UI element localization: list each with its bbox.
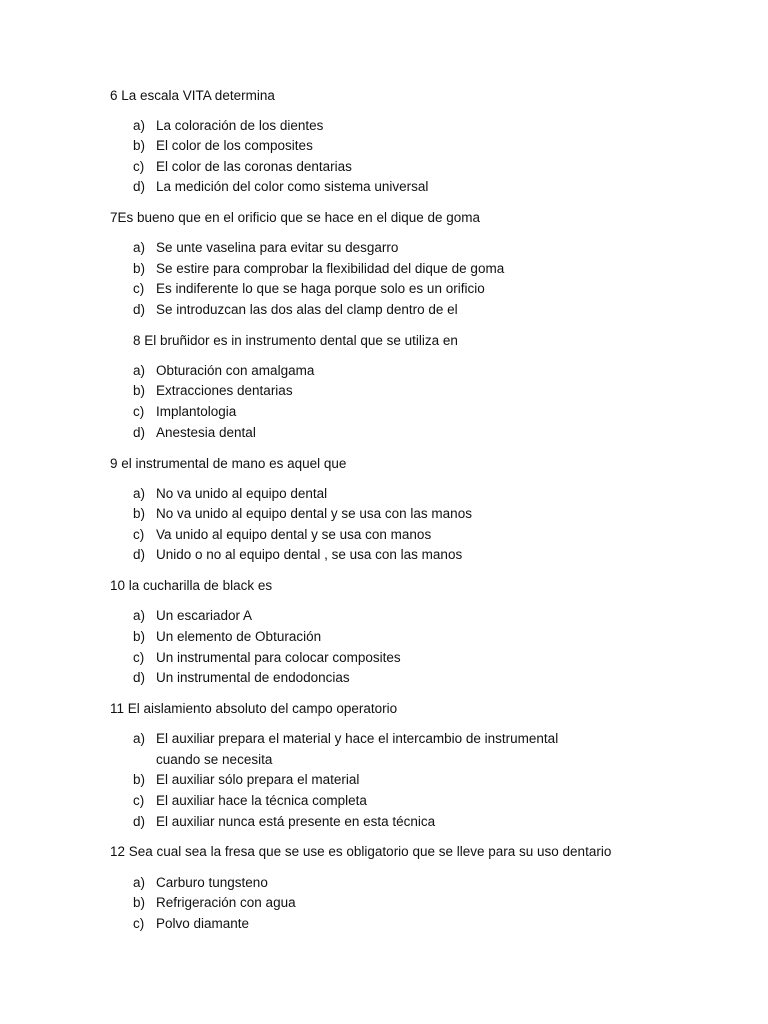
option-text: La coloración de los dientes [156,118,324,133]
question-9-option-c [133,525,431,546]
question-8-option-a [133,361,314,382]
option-letter: d) [133,425,146,440]
question-9-option-a [133,484,327,505]
option-letter: c) [133,527,145,542]
option-text: No va unido al equipo dental [156,486,328,501]
option-letter: c) [133,159,145,174]
question-6-option-a [133,116,323,137]
question-8-option-d [133,423,256,444]
question-10-option-a [133,606,252,627]
option-text: El auxiliar sólo prepara el material [156,772,360,787]
question-10-option-b [133,627,321,648]
question-8-option-c [133,402,236,423]
option-text: Carburo tungsteno [156,875,268,890]
option-letter: c) [133,916,145,931]
option-text: Obturación con amalgama [156,363,315,378]
question-8-option-b [133,381,293,402]
option-letter: c) [133,793,145,808]
option-letter: c) [133,404,145,419]
question-11-option-a [133,729,558,770]
question-7-option-d [133,300,458,321]
question-12-option-a [133,873,268,894]
option-text: El color de los composites [156,138,313,153]
option-letter: b) [133,772,146,787]
option-text: El auxiliar nunca está presente en esta técnica [156,814,436,829]
option-letter: b) [133,895,146,910]
option-letter: b) [133,629,146,644]
question-11-option-b [133,770,359,791]
question-12-title: 12 Sea cual sea la fresa que se use es obligatorio que se lleve para su uso dentario [110,844,612,859]
option-text: Va unido al equipo dental y se usa con manos [156,527,432,542]
question-11-title: 11 El aislamiento absoluto del campo operatorio [110,701,398,716]
option-text: Se estire para comprobar la flexibilidad del dique de goma [156,261,505,276]
option-text: Polvo diamante [156,916,250,931]
option-text [156,729,558,770]
question-11-option-d [133,812,435,833]
option-letter: b) [133,383,146,398]
option-letter: d) [133,302,146,317]
question-10-title: 10 la cucharilla de black es [110,578,273,593]
question-10-option-c [133,648,401,669]
question-6-option-d [133,177,428,198]
option-letter: d) [133,670,146,685]
question-7-option-c [133,279,485,300]
option-letter: a) [133,486,146,501]
question-11-option-c [133,791,367,812]
option-letter: a) [133,875,146,890]
option-letter: d) [133,814,146,829]
option-text: Se introduzcan las dos alas del clamp dentro de el [156,302,458,317]
option-letter: a) [133,608,146,623]
question-10-option-d [133,668,350,689]
question-9-option-d [133,545,462,566]
option-letter: b) [133,138,146,153]
question-6-title: 6 La escala VITA determina [110,88,275,103]
option-letter: a) [133,118,146,133]
option-letter: a) [133,731,146,746]
option-letter: c) [133,650,145,665]
option-text: El color de las coronas dentarias [156,159,352,174]
option-text-line-1: El auxiliar prepara el material y hace el intercambio de instrumental [156,731,559,746]
option-text: Un escariador A [156,608,253,623]
option-text: Unido o no al equipo dental , se usa con las manos [156,547,463,562]
question-7-option-b [133,259,504,280]
option-letter: a) [133,240,146,255]
question-12-option-b [133,893,296,914]
option-text: Un elemento de Obturación [156,629,322,644]
option-text: La medición del color como sistema universal [156,179,429,194]
option-text: Anestesia dental [156,425,256,440]
option-letter: d) [133,547,146,562]
option-letter: a) [133,363,146,378]
option-text: No va unido al equipo dental y se usa con las manos [156,506,472,521]
option-text: Implantologia [156,404,237,419]
question-7-title: 7Es bueno que en el orificio que se hace en el dique de goma [110,210,481,225]
option-text-line-2: cuando se necesita [156,751,273,767]
option-text: Refrigeración con agua [156,895,296,910]
question-9-option-b [133,504,472,525]
question-12-option-c [133,914,249,935]
option-text: Un instrumental para colocar composites [156,650,401,665]
option-letter: c) [133,281,145,296]
option-letter: d) [133,179,146,194]
option-text: Un instrumental de endodoncias [156,670,350,685]
question-7-option-a [133,238,398,259]
question-6-option-b [133,136,313,157]
question-6-option-c [133,157,352,178]
question-8-title: 8 El bruñidor es in instrumento dental que se utiliza en [133,333,458,348]
option-letter: b) [133,506,146,521]
option-text: Extracciones dentarias [156,383,293,398]
option-text: Es indiferente lo que se haga porque solo es un orificio [156,281,485,296]
option-letter: b) [133,261,146,276]
option-text: El auxiliar hace la técnica completa [156,793,367,808]
option-text: Se unte vaselina para evitar su desgarro [156,240,399,255]
question-9-title: 9 el instrumental de mano es aquel que [110,456,347,471]
